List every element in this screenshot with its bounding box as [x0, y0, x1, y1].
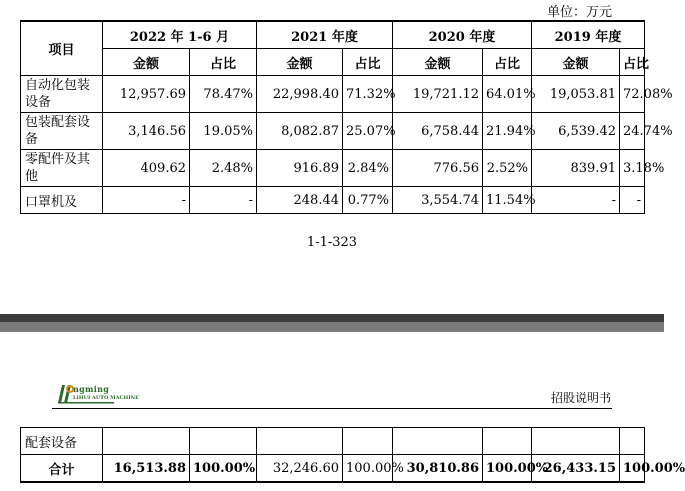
cell-amount: 19,053.81 [532, 76, 620, 113]
table-row [21, 150, 645, 187]
page-number: 1-1-323 [306, 235, 358, 250]
row-name-continued: 配套设备 [21, 428, 103, 455]
total-ratio: 100.00% [190, 455, 257, 483]
header-period-3: 2020 年度 [393, 21, 532, 49]
total-amount: 26,433.15 [532, 455, 620, 483]
row-name: 口罩机及 [21, 187, 103, 214]
cell-ratio: - [620, 187, 645, 214]
cell-amount: 248.44 [257, 187, 343, 214]
cell-amount: 6,758.44 [393, 113, 483, 150]
header-rule [52, 408, 612, 409]
header-amount: 金额 [257, 49, 343, 76]
row-name: 包装配套设备 [21, 113, 103, 150]
cell-ratio: 64.01% [483, 76, 532, 113]
table-row [21, 428, 645, 455]
cell-amount: 12,957.69 [103, 76, 190, 113]
cell-ratio: 2.48% [190, 150, 257, 187]
header-ratio: 占比 [483, 49, 532, 76]
cell-ratio: - [190, 187, 257, 214]
cell-amount: 916.89 [257, 150, 343, 187]
cell-amount: - [103, 187, 190, 214]
page-divider-shadow [0, 322, 664, 332]
cell-ratio: 19.05% [190, 113, 257, 150]
document-title: 招股说明书 [550, 391, 611, 405]
total-ratio: 100.00% [620, 455, 645, 483]
cell-ratio: 2.84% [343, 150, 393, 187]
total-amount: 30,810.86 [393, 455, 483, 483]
cell-ratio: 24.74% [620, 113, 645, 150]
revenue-table-continued [20, 427, 685, 483]
cell-amount: 22,998.40 [257, 76, 343, 113]
cell-amount: 19,721.12 [393, 76, 483, 113]
cell-amount: 6,539.42 [532, 113, 620, 150]
total-ratio: 100.00% [343, 455, 393, 483]
cell-amount: 409.62 [103, 150, 190, 187]
logo-subtitle: LIHUI AUTO MACHINE [73, 395, 139, 401]
header-ratio: 占比 [343, 49, 393, 76]
cell-amount: - [532, 187, 620, 214]
revenue-table [20, 20, 673, 214]
cell-ratio: 11.54% [483, 187, 532, 214]
cell-amount: 3,554.74 [393, 187, 483, 214]
header-ratio: 占比 [620, 49, 645, 76]
total-amount: 16,513.88 [103, 455, 190, 483]
cell-ratio: 25.07% [343, 113, 393, 150]
cell-amount: 3,146.56 [103, 113, 190, 150]
cell-ratio: 21.94% [483, 113, 532, 150]
header-item: 项目 [21, 21, 103, 76]
cell-ratio: 0.77% [343, 187, 393, 214]
total-ratio: 100.00% [483, 455, 532, 483]
total-row [21, 455, 645, 483]
header-amount: 金额 [532, 49, 620, 76]
header-amount: 金额 [103, 49, 190, 76]
header-period-1: 2022 年 1-6 月 [103, 21, 257, 49]
table-row [21, 187, 645, 214]
row-name: 自动化包装设备 [21, 76, 103, 113]
total-amount: 32,246.60 [257, 455, 343, 483]
cell-ratio: 78.47% [190, 76, 257, 113]
header-period-4: 2019 年度 [532, 21, 645, 49]
table-row [21, 76, 645, 113]
logo-wordmark: ngming [73, 384, 110, 394]
cell-amount: 776.56 [393, 150, 483, 187]
row-name: 零配件及其他 [21, 150, 103, 187]
unit-label: 单位：万元 [546, 5, 612, 20]
page-divider [0, 314, 664, 322]
total-label: 合计 [21, 455, 103, 483]
cell-ratio: 2.52% [483, 150, 532, 187]
cell-ratio: 3.18% [620, 150, 645, 187]
header-period-2: 2021 年度 [257, 21, 393, 49]
cell-ratio: 72.08% [620, 76, 645, 113]
cell-amount: 839.91 [532, 150, 620, 187]
cell-amount: 8,082.87 [257, 113, 343, 150]
table-row [21, 113, 645, 150]
header-ratio: 占比 [190, 49, 257, 76]
cell-ratio: 71.32% [343, 76, 393, 113]
header-amount: 金额 [393, 49, 483, 76]
